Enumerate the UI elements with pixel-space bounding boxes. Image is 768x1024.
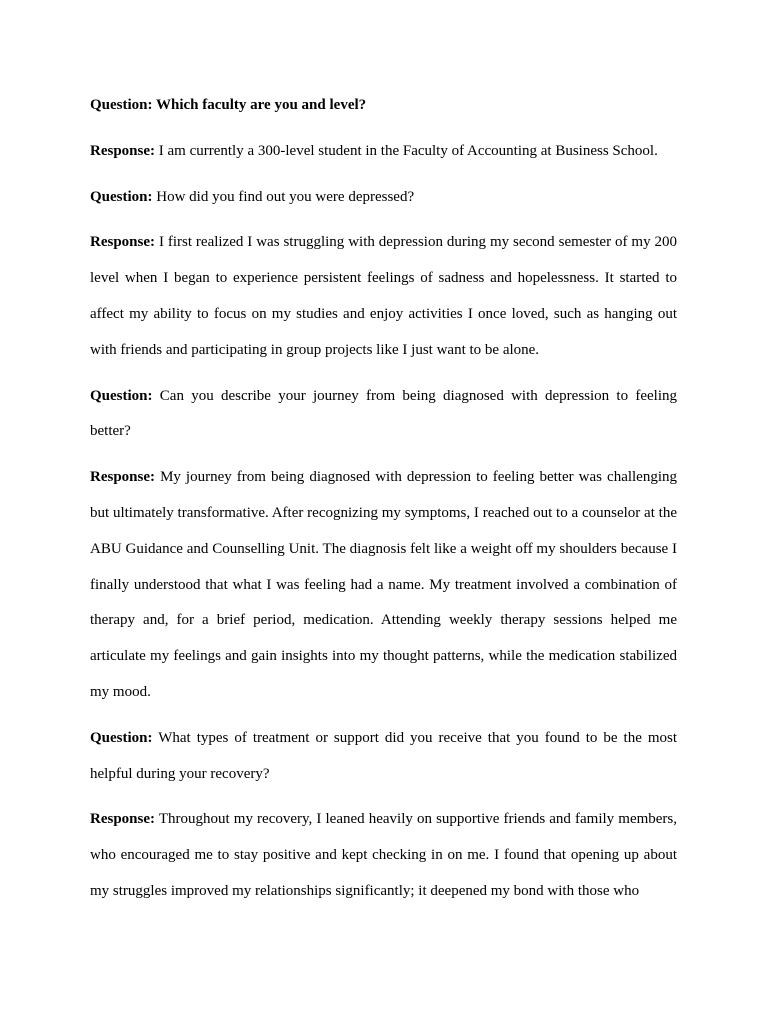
question-label: Question:	[90, 97, 153, 113]
question-label: Question:	[90, 387, 153, 404]
response-paragraph	[90, 460, 677, 711]
question-paragraph	[90, 88, 677, 124]
response-text: Throughout my recovery, I leaned heavily on supportive friends and family members, who encouraged me to stay positive and kept checking in on me. I found that opening up about my struggles improved my relationships significantly; it deepened my bond with those who	[90, 811, 678, 899]
question-text: Can you describe your journey from being diagnosed with depression to feeling better?	[90, 387, 678, 440]
question-label: Question:	[90, 188, 153, 205]
response-text: My journey from being diagnosed with depression to feeling better was challenging but ultimately transformative. After recognizing my symptoms, I reached out to a counselor at the ABU Guidance and Counselling Unit. The diagnosis felt like a weight off my shoulders because I finally understood that what I was feeling had a name. My treatment involved a combination of therapy and, for a brief period, medication. Attending weekly therapy sessions helped me articulate my feelings and gain insights into my thought patterns, while the medication stabilized my mood.	[90, 469, 678, 700]
question-text: How did you find out you were depressed?	[156, 188, 415, 205]
question-text: Which faculty are you and level?	[156, 97, 367, 113]
response-paragraph	[90, 134, 677, 170]
question-paragraph	[90, 180, 677, 216]
response-label: Response:	[90, 469, 156, 486]
question-text: What types of treatment or support did you receive that you found to be the most helpful during your recovery?	[90, 729, 678, 782]
response-label: Response:	[90, 811, 156, 828]
question-paragraph	[90, 379, 677, 451]
question-paragraph	[90, 721, 677, 793]
response-paragraph	[90, 802, 677, 909]
question-label: Question:	[90, 729, 153, 746]
response-label: Response:	[90, 142, 156, 159]
response-paragraph	[90, 225, 677, 368]
response-text: I first realized I was struggling with depression during my second semester of my 200 level when I began to experience persistent feelings of sadness and hopelessness. It started to affect my ability to focus on my studies and enjoy activities I once loved, such as hanging out with friends and participating in group projects like I just want to be alone.	[90, 234, 677, 358]
response-label: Response:	[90, 234, 156, 251]
response-text: I am currently a 300-level student in the Faculty of Accounting at Business School.	[158, 142, 658, 159]
document-page	[90, 88, 677, 920]
